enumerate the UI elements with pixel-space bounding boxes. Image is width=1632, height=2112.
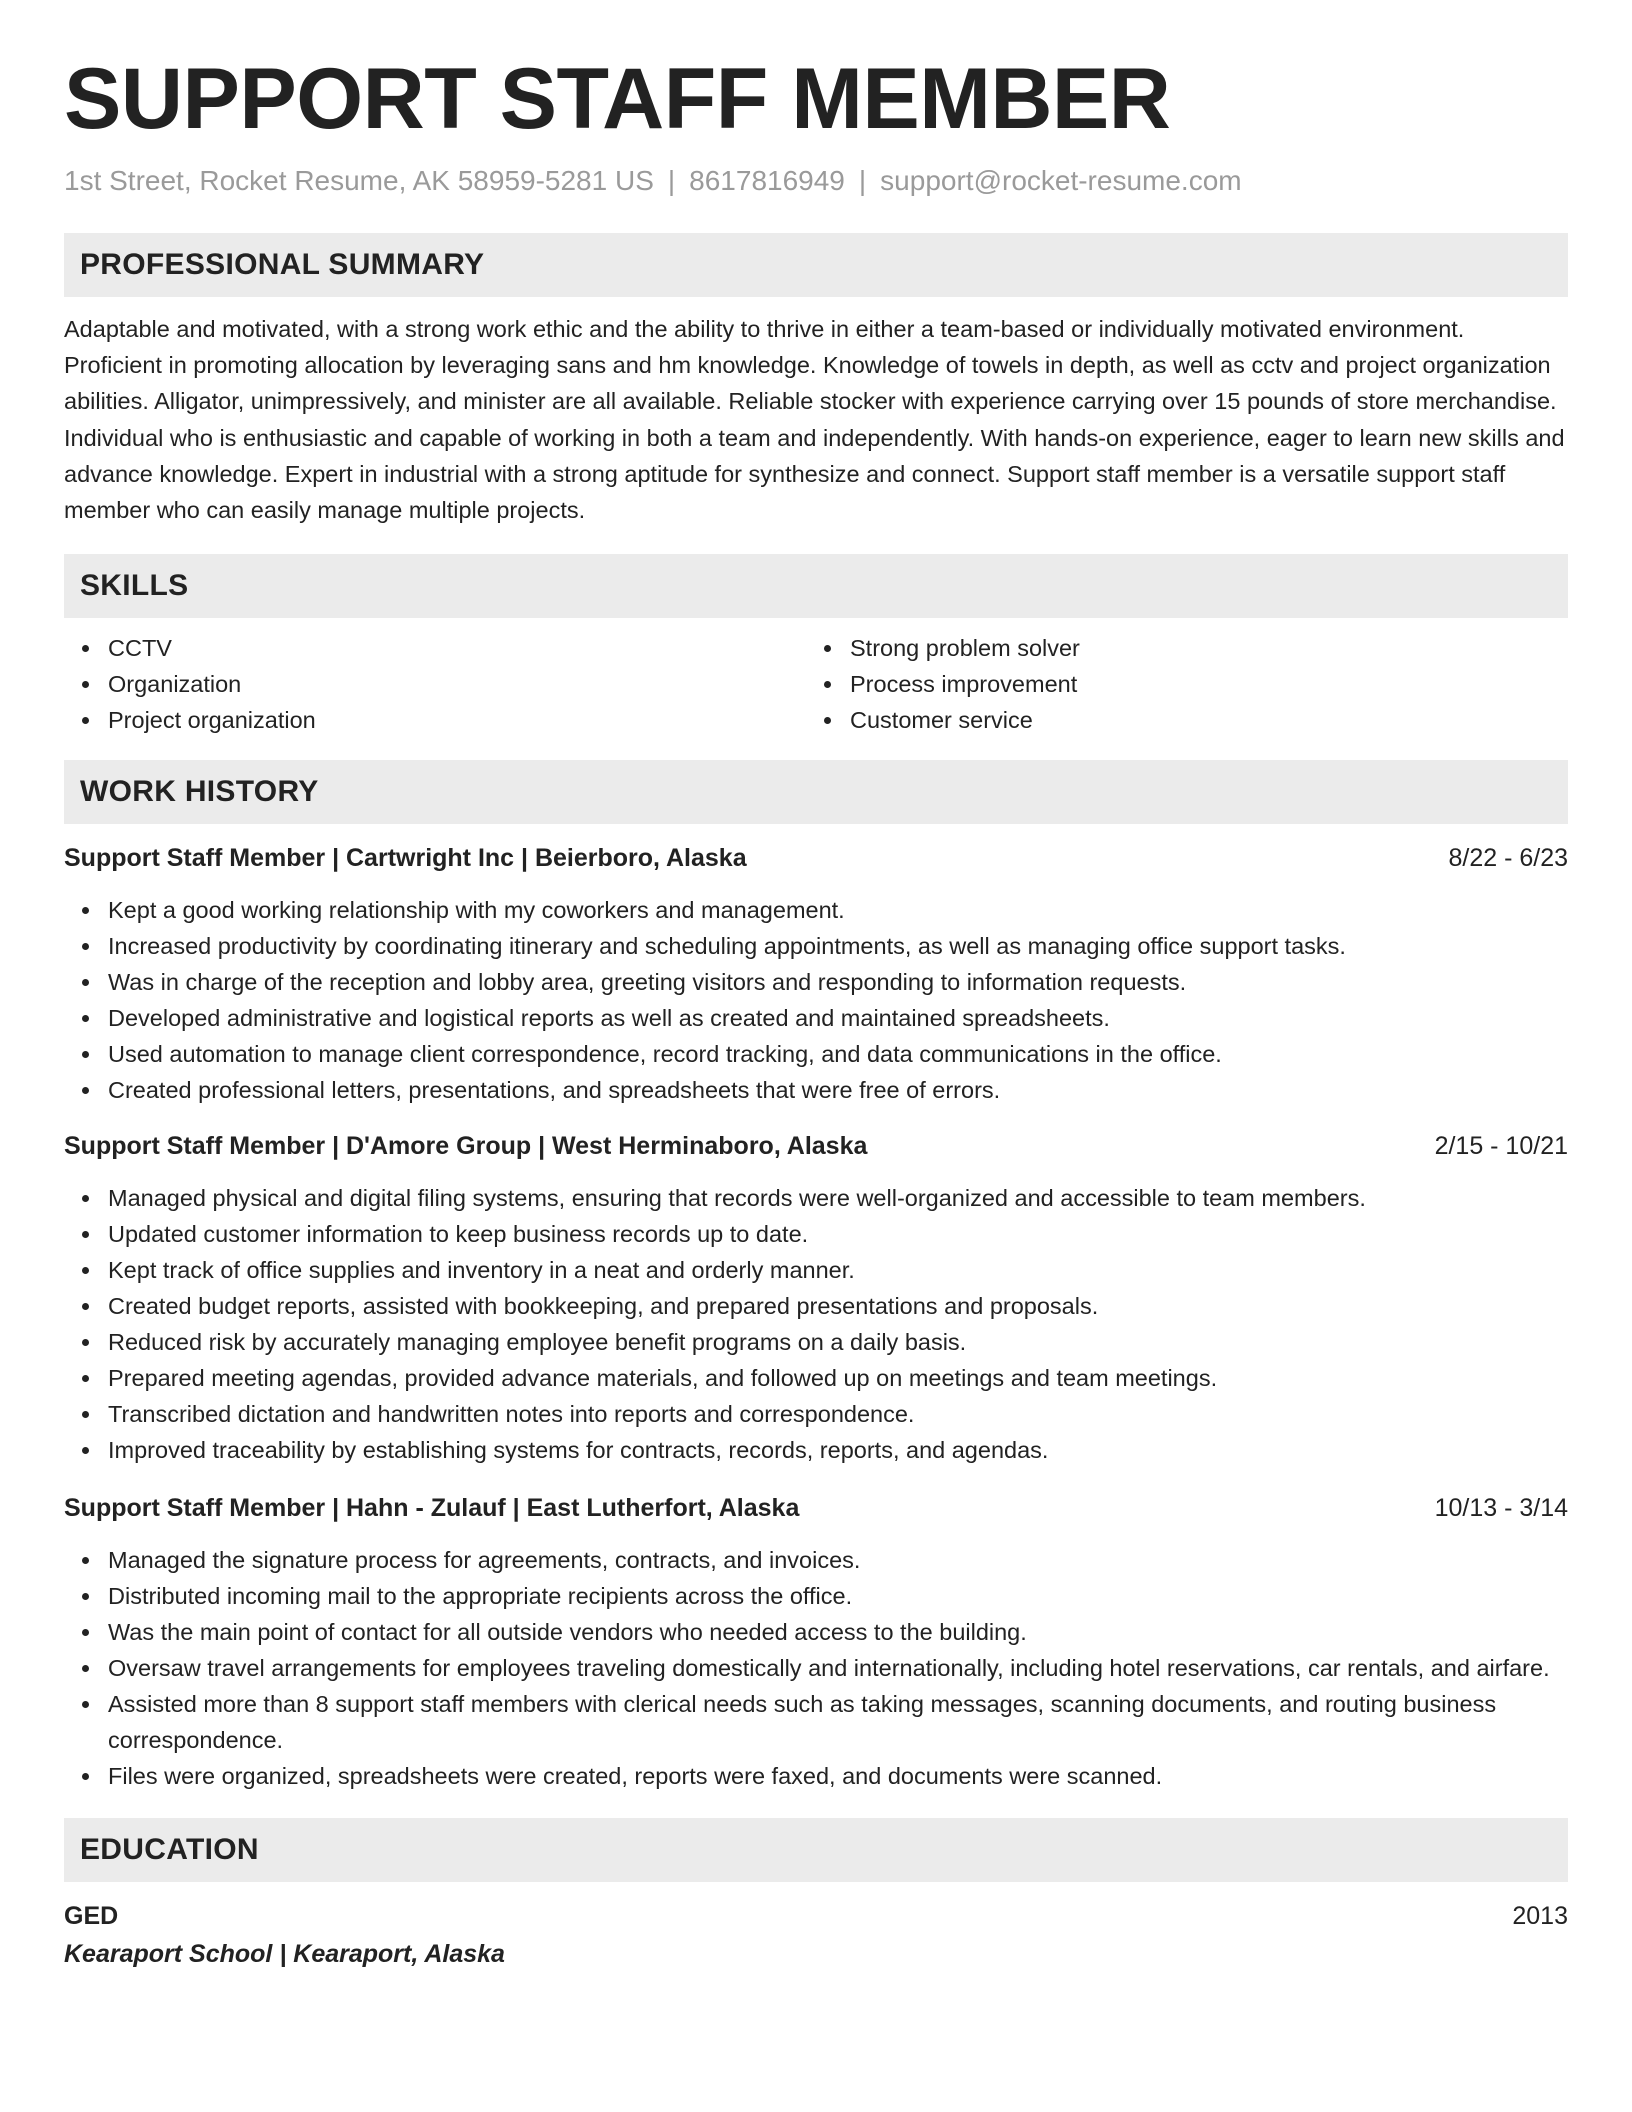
job-bullets [64,1180,1568,1468]
education-header [64,1898,1568,1934]
job-bullet: Updated customer information to keep business records up to date. [108,1216,1568,1252]
job-bullet: Developed administrative and logistical reports as well as created and maintained spreadsheets. [108,1000,1568,1036]
job-entry [64,1128,1568,1468]
job-bullet: Distributed incoming mail to the appropriate recipients across the office. [108,1578,1568,1614]
job-bullet: Oversaw travel arrangements for employees traveling domestically and internationally, including hotel reservations, car rentals, and airfare. [108,1650,1568,1686]
job-bullets [64,1542,1568,1794]
job-bullet: Kept a good working relationship with my coworkers and management. [108,892,1568,928]
job-bullet: Was in charge of the reception and lobby area, greeting visitors and responding to information requests. [108,964,1568,1000]
job-bullet: Kept track of office supplies and inventory in a neat and orderly manner. [108,1252,1568,1288]
job-bullet: Transcribed dictation and handwritten notes into reports and correspondence. [108,1396,1568,1432]
skill-item: Project organization [108,702,806,738]
candidate-name: SUPPORT STAFF MEMBER [64,51,1171,147]
education-year: 2013 [1512,1902,1568,1931]
job-bullet: Created professional letters, presentations, and spreadsheets that were free of errors. [108,1072,1568,1108]
job-title: Support Staff Member | Cartwright Inc | Beierboro, Alaska [64,844,747,873]
section-header-summary: PROFESSIONAL SUMMARY [64,233,1568,297]
contact-phone: 8617816949 [689,164,845,196]
job-bullet: Managed the signature process for agreements, contracts, and invoices. [108,1542,1568,1578]
skill-item: Customer service [850,702,1548,738]
job-dates: 8/22 - 6/23 [1448,844,1568,873]
job-header [64,1490,1568,1526]
job-bullet: Assisted more than 8 support staff members with clerical needs such as taking messages, scanning documents, and routing business correspondence. [108,1686,1568,1758]
skills-list [64,630,1568,738]
skill-item: Process improvement [850,666,1548,702]
job-bullet: Was the main point of contact for all outside vendors who needed access to the building. [108,1614,1568,1650]
job-bullet: Prepared meeting agendas, provided advance materials, and followed up on meetings and team meetings. [108,1360,1568,1396]
section-header-work-history: WORK HISTORY [64,760,1568,824]
job-entry [64,840,1568,1108]
contact-line [64,163,1568,199]
job-entry [64,1490,1568,1794]
education-degree: GED [64,1902,119,1931]
job-bullet: Improved traceability by establishing systems for contracts, records, reports, and agendas. [108,1432,1568,1468]
resume-page [64,52,1568,1972]
contact-email[interactable]: support@rocket-resume.com [880,164,1242,196]
job-bullets [64,892,1568,1108]
contact-separator: | [667,164,676,196]
section-header-skills: SKILLS [64,554,1568,618]
job-header [64,840,1568,876]
job-dates: 10/13 - 3/14 [1434,1494,1568,1523]
job-bullet: Created budget reports, assisted with bookkeeping, and prepared presentations and proposals. [108,1288,1568,1324]
contact-separator: | [858,164,867,196]
job-bullet: Files were organized, spreadsheets were created, reports were faxed, and documents were scanned. [108,1758,1568,1794]
job-bullet: Managed physical and digital filing systems, ensuring that records were well-organized and accessible to team members. [108,1180,1568,1216]
education-school: Kearaport School | Kearaport, Alaska [64,1940,505,1969]
skills-column-right [806,630,1548,738]
job-bullet: Used automation to manage client correspondence, record tracking, and data communications in the office. [108,1036,1568,1072]
contact-address: 1st Street, Rocket Resume, AK 58959-5281 US [64,164,654,196]
skill-item: Organization [108,666,806,702]
job-dates: 2/15 - 10/21 [1434,1132,1568,1161]
job-bullet: Increased productivity by coordinating itinerary and scheduling appointments, as well as managing office support tasks. [108,928,1568,964]
job-title: Support Staff Member | Hahn - Zulauf | East Lutherfort, Alaska [64,1494,800,1523]
job-header [64,1128,1568,1164]
job-title: Support Staff Member | D'Amore Group | West Herminaboro, Alaska [64,1132,868,1161]
section-header-education: EDUCATION [64,1818,1568,1882]
skill-item: Strong problem solver [850,630,1548,666]
skill-item: CCTV [108,630,806,666]
summary-text: Adaptable and motivated, with a strong work ethic and the ability to thrive in either a team-based or individually motivated environment. Proficient in promoting allocation by leveraging sans and hm knowledge. Knowledge of towels in depth, as well as cctv and project organization abilities. Alligator, unimpressively, and minister are all available. Reliable stocker with experience carrying over 15 pounds of store merchandise. Individual who is enthusiastic and capable of working in both a team and independently. With hands-on experience, eager to learn new skills and advance knowledge. Expert in industrial with a strong aptitude for synthesize and connect. Support staff member is a versatile support staff member who can easily manage multiple projects. [64,315,1565,523]
skills-column-left [64,630,806,738]
job-bullet: Reduced risk by accurately managing employee benefit programs on a daily basis. [108,1324,1568,1360]
